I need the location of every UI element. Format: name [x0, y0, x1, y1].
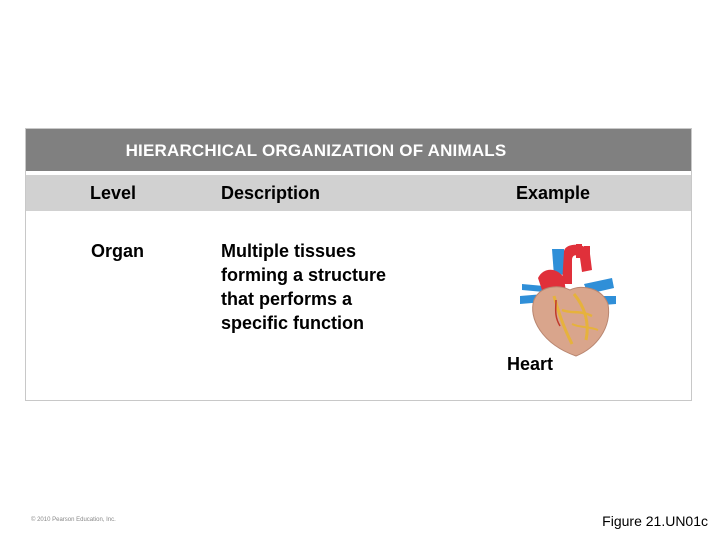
hierarchy-table: [25, 128, 692, 401]
heart-illustration: [514, 244, 624, 359]
header-example: Example: [516, 183, 591, 203]
row-example-label: Heart: [507, 354, 554, 374]
row-level: Organ: [91, 241, 145, 261]
copyright-text: © 2010 Pearson Education, Inc.: [31, 517, 116, 523]
table-header-row: [26, 175, 691, 211]
table-title: HIERARCHICAL ORGANIZATION OF ANIMALS: [125, 141, 507, 160]
figure-label: Figure 21.UN01c: [602, 513, 708, 529]
header-level: Level: [90, 183, 137, 203]
row-description: Multiple tissues forming a structure that performs a specific function: [221, 241, 387, 333]
table-title-bar: [26, 129, 691, 171]
header-description: Description: [221, 183, 321, 203]
